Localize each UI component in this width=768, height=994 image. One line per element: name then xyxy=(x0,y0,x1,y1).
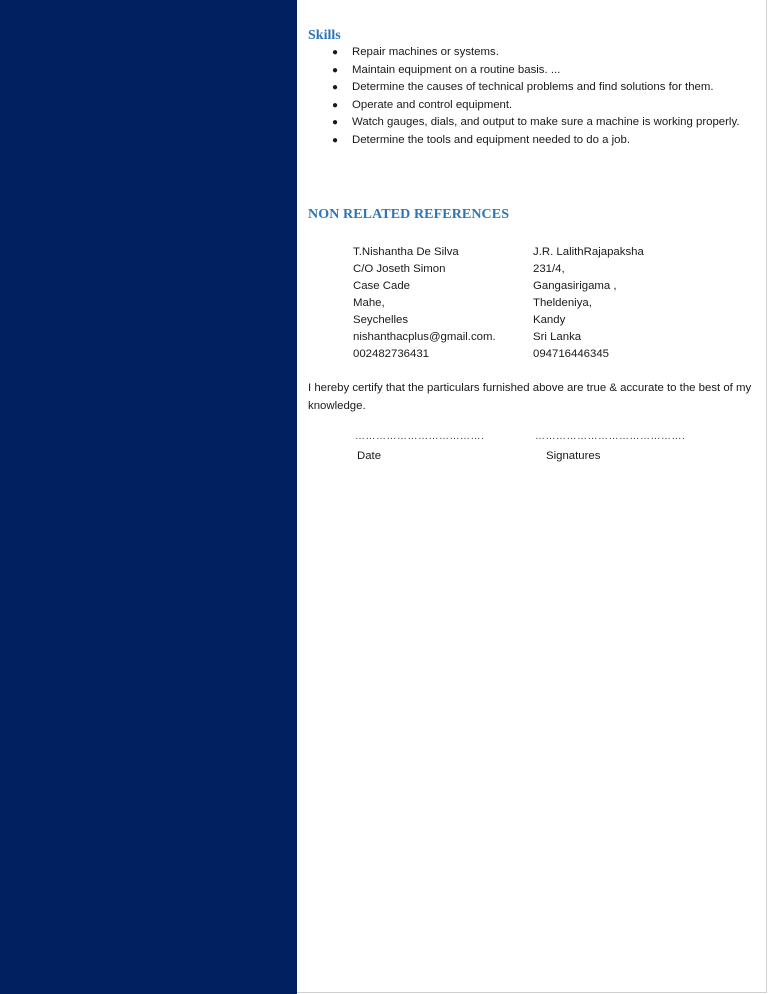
declaration-text: I hereby certify that the particulars furnished above are true & accurate to the best of my knowledge. xyxy=(308,382,752,412)
skill-item xyxy=(330,79,760,97)
reference-1-email: nishanthacplus@gmail.com. xyxy=(353,331,496,343)
skill-text: Determine the causes of technical problems and find solutions for them. xyxy=(352,81,714,93)
reference-2-address-line: 231/4, xyxy=(533,263,565,275)
sidebar-panel xyxy=(0,0,297,994)
reference-1-phone: 002482736431 xyxy=(353,348,430,360)
skill-text: Repair machines or systems. xyxy=(352,46,499,58)
reference-1-name: T.Nishantha De Silva xyxy=(353,246,459,258)
bullet-icon: ● xyxy=(331,64,339,76)
skills-list xyxy=(330,44,760,149)
skill-item xyxy=(330,97,760,115)
reference-2-name: J.R. LalithRajapaksha xyxy=(533,246,644,258)
skill-item xyxy=(330,44,760,62)
reference-1-address-line: C/O Joseth Simon xyxy=(353,263,446,275)
date-line: ………………………………. xyxy=(355,431,485,442)
skill-item xyxy=(330,114,760,132)
bullet-icon: ● xyxy=(331,117,339,128)
bullet-icon: ● xyxy=(331,134,339,146)
signature-label: Signatures xyxy=(546,450,601,462)
reference-1 xyxy=(353,244,496,363)
date-label: Date xyxy=(357,450,382,462)
skill-text: Watch gauges, dials, and output to make sure a machine is working properly. xyxy=(352,116,740,128)
signature-line: ……………………………………. xyxy=(535,431,686,442)
reference-1-address-line: Case Cade xyxy=(353,280,410,292)
reference-2-address-line: Theldeniya, xyxy=(533,297,592,309)
bullet-icon: ● xyxy=(331,47,339,58)
bullet-icon: ● xyxy=(331,82,339,93)
reference-1-address-line: Mahe, xyxy=(353,297,385,309)
bullet-icon: ● xyxy=(331,99,339,111)
skills-heading: Skills xyxy=(308,28,341,43)
skill-text: Maintain equipment on a routine basis. ... xyxy=(352,63,561,76)
skill-text: Determine the tools and equipment needed to do a job. xyxy=(352,133,630,146)
reference-2-city: Kandy xyxy=(533,314,566,326)
references-heading: NON RELATED REFERENCES xyxy=(308,207,510,222)
skill-text: Operate and control equipment. xyxy=(352,98,513,111)
reference-2-phone: 094716446345 xyxy=(533,348,610,360)
reference-2-country: Sri Lanka xyxy=(533,331,582,343)
reference-1-country: Seychelles xyxy=(353,314,409,326)
skill-item xyxy=(330,132,760,150)
skill-item xyxy=(330,62,760,80)
reference-2 xyxy=(533,244,644,363)
reference-2-address-line: Gangasirigama , xyxy=(533,280,617,292)
